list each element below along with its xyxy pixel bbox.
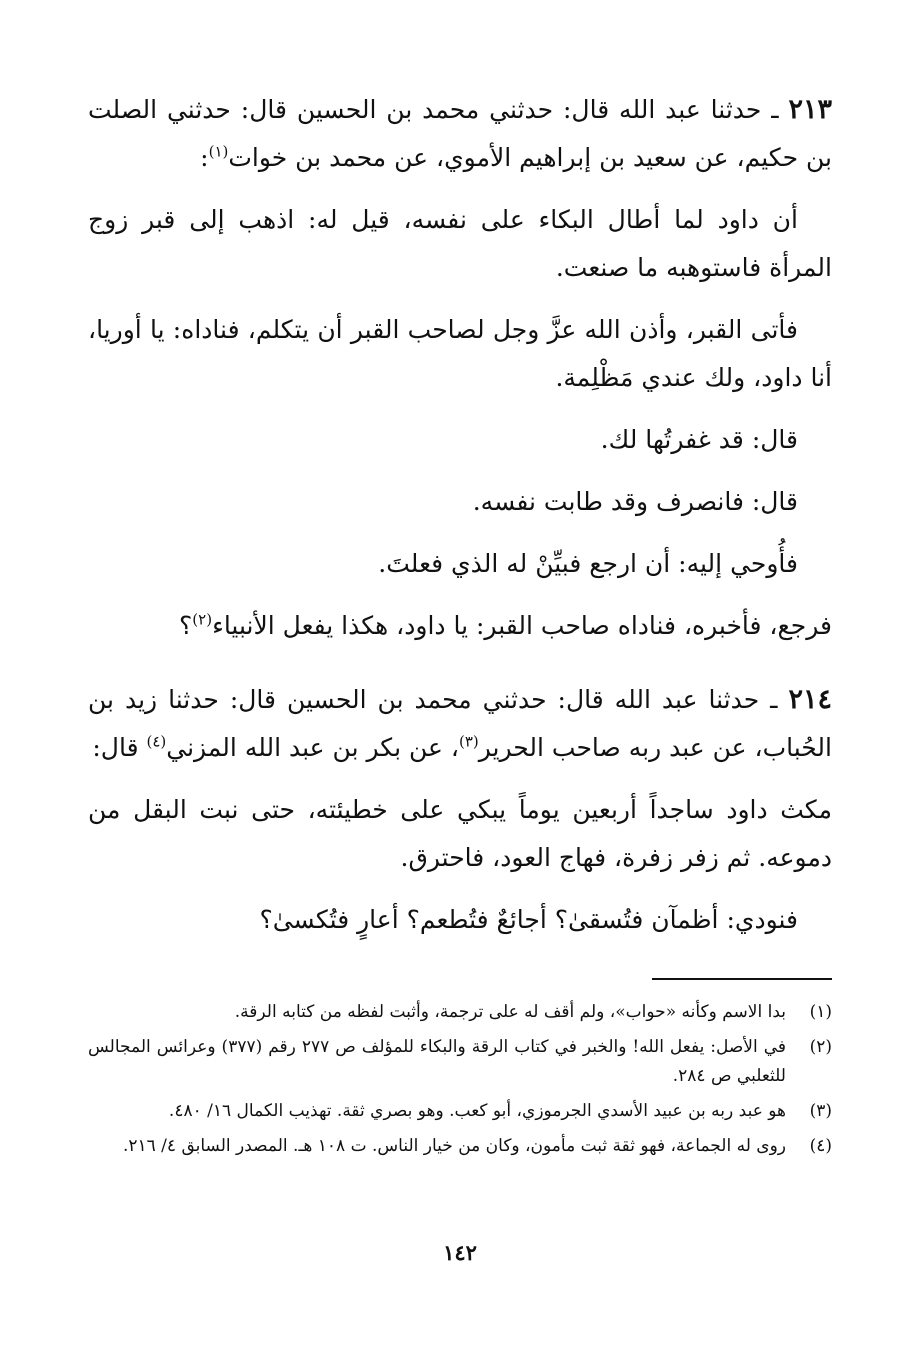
hadith-number: ٢١٣ xyxy=(788,94,832,125)
footnote-text: هو عبد ربه بن عبيد الأسدي الجرموزي، أبو كعب. وهو بصري ثقة. تهذيب الكمال ١٦/ ٤٨٠. xyxy=(168,1101,786,1121)
footnote xyxy=(88,1097,832,1126)
body-paragraph: فنودي: أظمآن فتُسقىٰ؟ أجائعٌ فتُطعم؟ أعارٍ فتُكسىٰ؟ xyxy=(259,905,798,934)
footnote-mark: (٢) xyxy=(809,1037,832,1057)
isnad-text: ـ حدثنا عبد الله قال: حدثني محمد بن الحسين قال: حدثنا زيد بن الحُباب، عن عبد ربه صاحب الحرير xyxy=(88,685,832,762)
body-paragraph: قال: فانصرف وقد طابت نفسه. xyxy=(472,487,798,516)
body-paragraph: فأُوحي إليه: أن ارجع فبيِّنْ له الذي فعلتَ. xyxy=(378,549,798,578)
isnad-text: ـ حدثنا عبد الله قال: حدثني محمد بن الحسين قال: حدثني الصلت بن حكيم، عن سعيد بن إبراهيم الأموي، عن محمد بن خوات xyxy=(88,95,832,172)
body-text: فرجع، فأخبره، فناداه صاحب القبر: يا داود، هكذا يفعل الأنبياء xyxy=(212,611,832,640)
body-paragraph: فأتى القبر، وأذن الله عزَّ وجل لصاحب القبر أن يتكلم، فناداه: يا أوريا، أنا داود، ولك عندي مَظْلِمة. xyxy=(88,315,832,392)
footnote-ref[interactable]: (٤) xyxy=(146,732,167,751)
body-paragraph: مكث داود ساجداً أربعين يوماً يبكي على خطيئته، حتى نبت البقل من دموعه. ثم زفر زفرة، فهاج العود، فاحترق. xyxy=(88,795,832,872)
body-paragraph: قال: قد غفرتُها لك. xyxy=(600,425,798,454)
footnote-text: في الأصل: يفعل الله! والخبر في كتاب الرقة والبكاء للمؤلف ص ٢٧٧ رقم (٣٧٧) وعرائس المجالس للثعلبي ص ٢٨٤. xyxy=(88,1037,787,1086)
hadith-214-heading xyxy=(88,676,832,772)
footnote-ref[interactable]: (٣) xyxy=(458,732,479,751)
footnote xyxy=(88,1132,832,1161)
body-paragraph: أن داود لما أطال البكاء على نفسه، قيل له: اذهب إلى قبر زوج المرأة فاستوهبه ما صنعت. xyxy=(88,205,832,282)
footnote xyxy=(88,998,832,1027)
body-text-tail: ؟ xyxy=(179,611,193,640)
body-paragraph xyxy=(88,602,832,650)
footnote-text: بدا الاسم وكأنه «حواب»، ولم أقف له على ترجمة، وأثبت لفظه من كتابه الرقة. xyxy=(234,1002,786,1022)
hadith-number: ٢١٤ xyxy=(788,684,832,715)
footnote-mark: (٤) xyxy=(809,1136,832,1156)
footnote-mark: (٣) xyxy=(809,1101,832,1121)
isnad-tail: قال: xyxy=(92,733,147,762)
footnote xyxy=(88,1033,832,1091)
footnote-ref[interactable]: (٢) xyxy=(192,610,213,629)
page-number: ١٤٢ xyxy=(443,1240,477,1265)
footnote-mark: (١) xyxy=(809,1002,832,1022)
isnad-tail: : xyxy=(200,143,209,172)
footnote-divider xyxy=(652,978,832,980)
footnote-ref[interactable]: (١) xyxy=(208,142,229,161)
hadith-213-heading xyxy=(88,86,832,182)
isnad-text: ، عن بكر بن عبد الله المزني xyxy=(166,733,459,762)
footnote-text: روى له الجماعة، فهو ثقة ثبت مأمون، وكان من خيار الناس. ت ١٠٨ هـ. المصدر السابق ٤/ ٢١٦. xyxy=(122,1136,786,1156)
